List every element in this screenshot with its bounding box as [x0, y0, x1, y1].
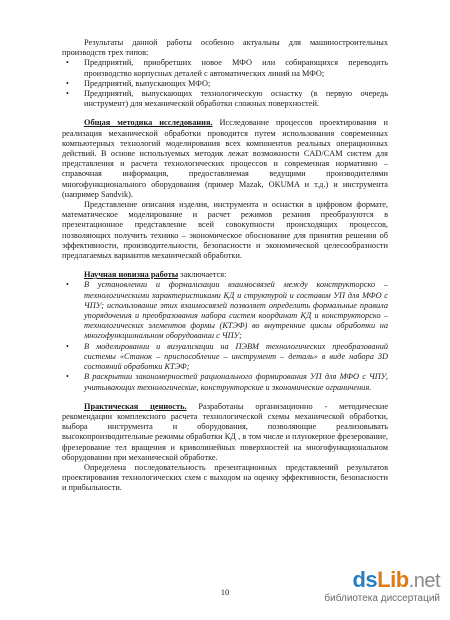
watermark-logo[interactable] — [322, 568, 440, 614]
bullet-icon: • — [66, 78, 69, 88]
list-item-text: В раскрытии закономерностей рационального формирования УП для МФО с ЧПУ, учитывающих технологические, конструкторские и экономические ограничения. — [84, 372, 388, 392]
bullet-icon: • — [66, 372, 69, 382]
page-number: 10 — [220, 587, 230, 597]
list-item-text: Предприятий, выпускающих технологическую оснастку (в первую очередь инструмент) для механической обработки сложных поверхностей. — [84, 89, 388, 109]
list-item-text: В установлении и формализации взаимосвязей между конструкторско – технологическими характеристиками КД и структурой и составом УП для МФО с ЧПУ; использование этих взаимосвязей позволяет определить формальные правила упорядочения и преобразования набора систем координат КД и конструкторско – технологических элементов формы (КТЭФ) во внутренние циклы обработки на многофункциональном оборудовании с ЧПУ; — [84, 280, 388, 341]
logo-part-lib: Lib — [377, 567, 409, 592]
bullet-icon: • — [66, 58, 69, 68]
list-item — [62, 342, 388, 373]
list-item-text: В моделировании и визуализации на ПЭВМ технологических преобразований системы «Станок – приспособление – инструмент – деталь» в виде набора 3D состояний обработки КТЭФ; — [84, 341, 388, 372]
intro-list — [62, 58, 388, 109]
list-item-text: Предприятий, приобретших новое МФО или собирающихся переводить производство корпусных деталей с автоматических линий на МФО; — [84, 58, 388, 78]
list-item — [62, 89, 388, 109]
bullet-icon: • — [66, 89, 69, 99]
novelty-list — [62, 280, 388, 392]
list-item — [62, 372, 388, 392]
list-item — [62, 280, 388, 341]
list-item — [62, 79, 388, 89]
practical-paragraph-2: Определена последовательность презентационных представлений результатов проектирования технологических схем с выходом на оценку эффективности, безопасности и прибыльности. — [62, 462, 388, 493]
method-heading: Общая методика исследования. — [84, 118, 213, 128]
method-text: Исследование процессов проектирования и реализация механической обработки проводится путем использования современных компьютерных технологий моделирования всех компонентов реальных операционных действий. В основе используемых методик лежат возможности CAD/CAM систем для представления и расчета технологических процессов и современная нормативно – справочная информация, предоставляемая ведущими производителями многофункционального оборудования (пример Mazak, OKUMA и т.д.) и инструмента (например Sandvik). — [62, 118, 388, 199]
novelty-suffix: заключается: — [178, 270, 227, 280]
logo-part-net: .net — [408, 570, 440, 592]
method-paragraph-2: Представление описания изделия, инструмента и оснастки в цифровом формате, математическое моделирование и расчет режимов резания преобразуются в презентационное представление всей совокупности происходящих процессов, позволяющих получить технико – экономическое обоснование для принятия решения об эффективности, производительности, безопасности и экономической целесообразности предлагаемых вариантов механической обработки. — [62, 200, 388, 261]
method-paragraph — [62, 118, 388, 200]
logo-part-ds: ds — [352, 567, 378, 592]
watermark-logo-text — [322, 568, 440, 593]
list-item — [62, 58, 388, 78]
watermark-subtitle: библиотека диссертаций — [324, 593, 440, 604]
document-page — [62, 38, 388, 494]
bullet-icon: • — [66, 280, 69, 290]
list-item-text: Предприятий, выпускающих МФО; — [84, 78, 211, 88]
novelty-heading: Научная новизна работы — [84, 270, 179, 280]
novelty-paragraph — [62, 270, 388, 280]
practical-heading: Практическая ценность. — [84, 401, 187, 411]
intro-lead: Результаты данной работы особенно актуальны для машиностроительных производств трех типов: — [62, 38, 388, 58]
bullet-icon: • — [66, 341, 69, 351]
practical-paragraph — [62, 402, 388, 463]
practical-text: Разработаны организационно - методические рекомендации комплексного расчета технологической схемы механической обработки, выбора инструмента и оборудования, позволяющие реализовывать высокопроизводительные режимы обработки КД , в том числе и плунжерное фрезерование, фрезерование тел вращения и криволинейных поверхностей на многофункциональном оборудовании при механической обработке. — [62, 401, 388, 462]
